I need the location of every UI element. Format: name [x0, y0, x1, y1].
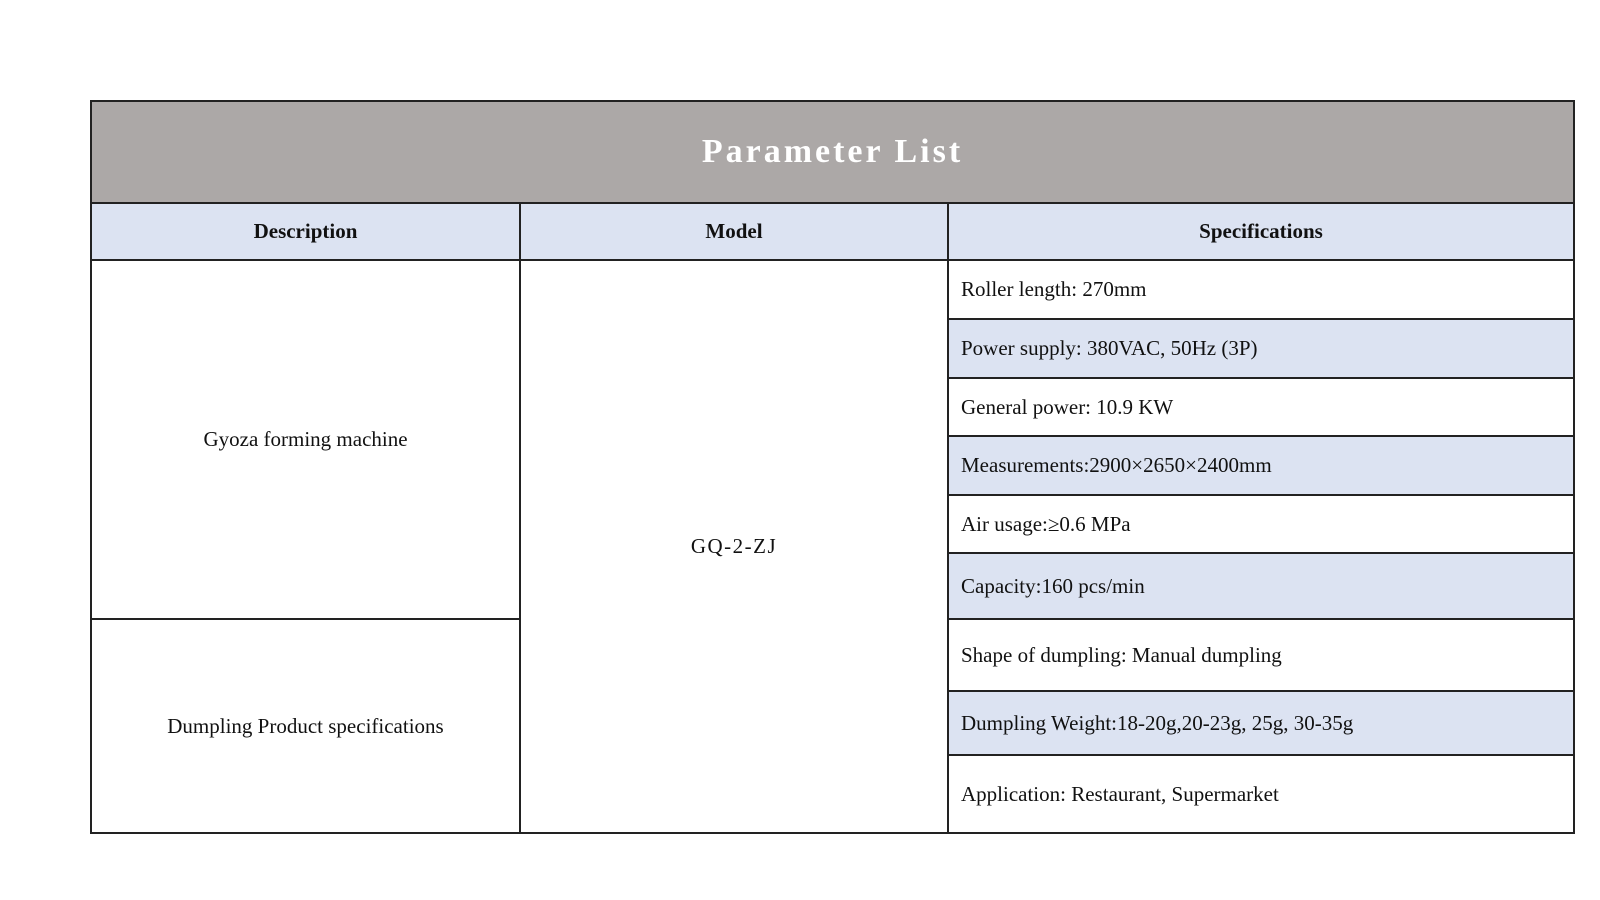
header-model: Model — [521, 204, 949, 261]
spec-row: Application: Restaurant, Supermarket — [961, 781, 1279, 806]
spec-row: Shape of dumpling: Manual dumpling — [949, 620, 1573, 692]
spec-row: Dumpling Weight:18-20g,20-23g, 25g, 30-35g — [949, 692, 1573, 756]
spec-row: Roller length: 270mm — [949, 261, 1573, 320]
spec-row: Power supply: 380VAC, 50Hz (3P) — [949, 320, 1573, 379]
description-cell: Gyoza forming machine — [92, 261, 521, 620]
spec-row: Measurements:2900×2650×2400mm — [949, 437, 1573, 496]
table-grid — [92, 204, 1573, 832]
model-cell: GQ-2-ZJ — [521, 261, 949, 832]
spec-row: General power: 10.9 KW — [949, 379, 1573, 437]
header-description: Description — [92, 204, 521, 261]
parameter-table — [90, 100, 1575, 834]
spec-row: Capacity:160 pcs/min — [949, 554, 1573, 620]
spec-row: Air usage:≥0.6 MPa — [949, 496, 1573, 554]
table-title-bar — [92, 102, 1573, 204]
table-title: Parameter List — [701, 133, 964, 170]
description-cell: Dumpling Product specifications — [92, 620, 521, 832]
header-specifications: Specifications — [949, 204, 1573, 261]
